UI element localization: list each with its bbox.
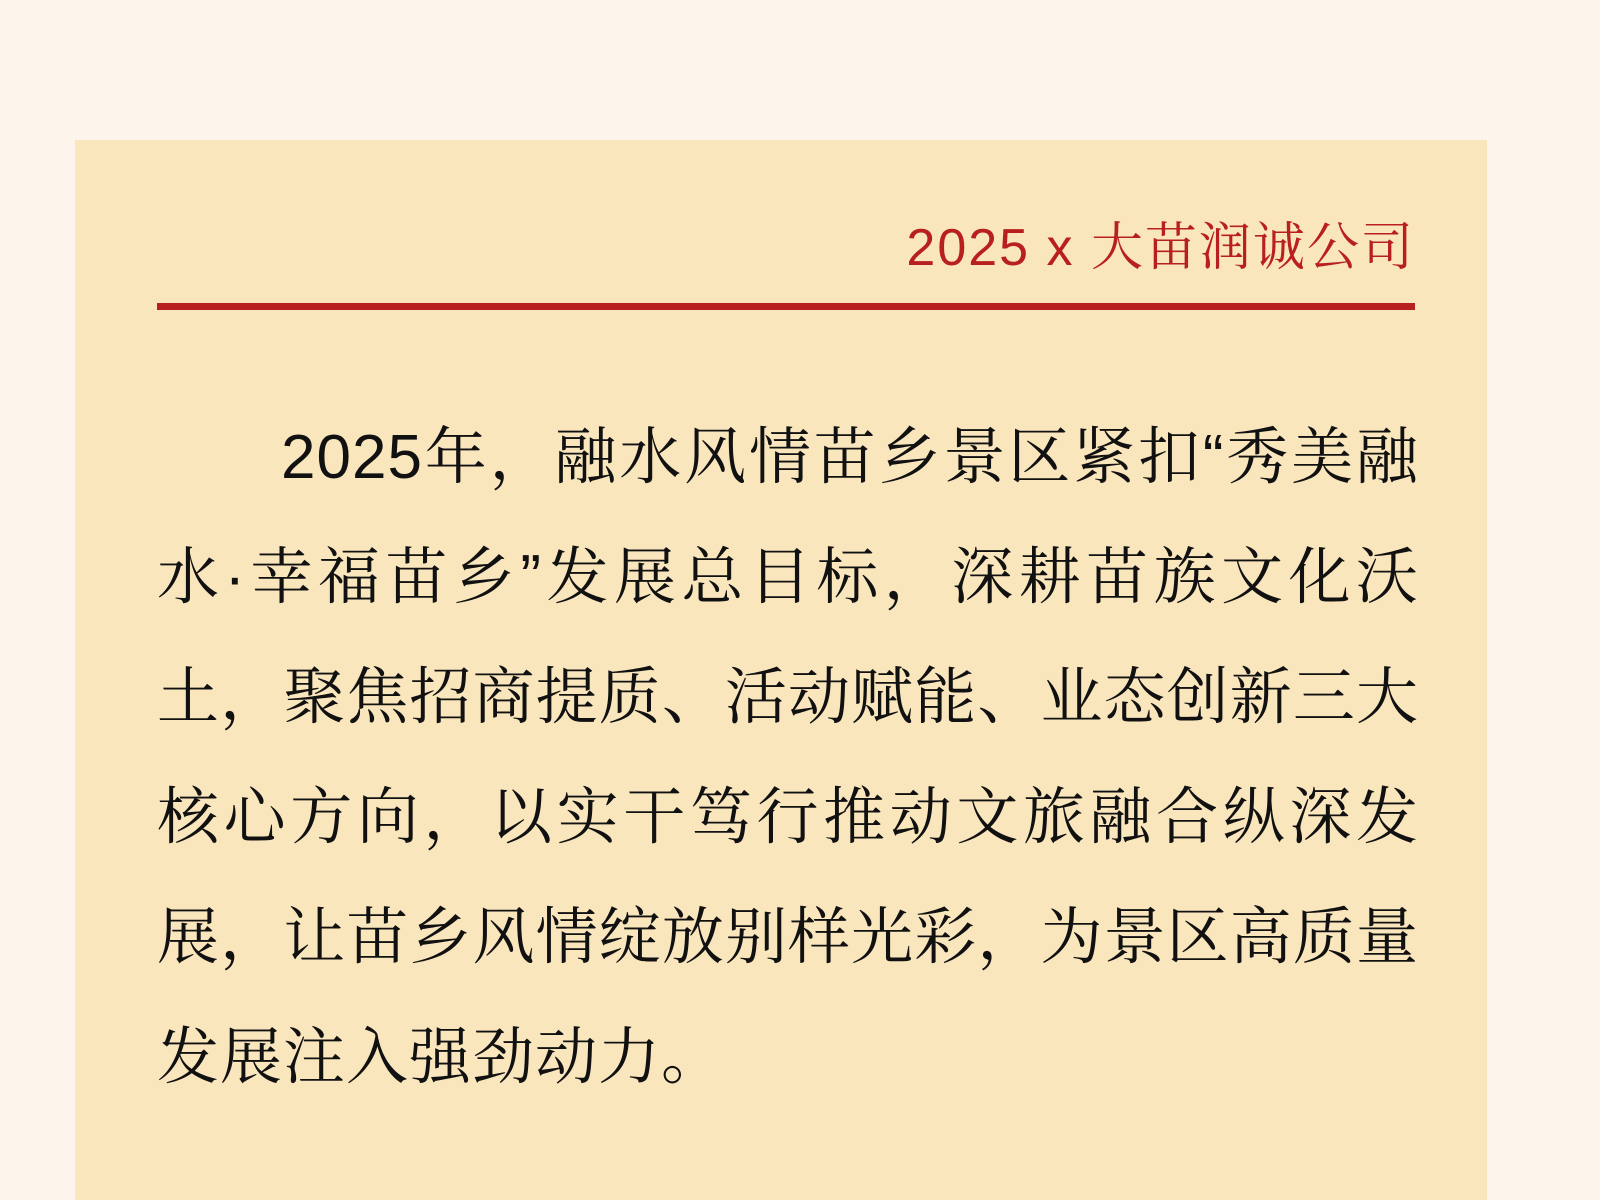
header-divider [157, 303, 1415, 310]
page-title: 2025 x 大苗润诚公司 [906, 219, 1415, 277]
content-card [75, 140, 1487, 1200]
document-header [157, 220, 1415, 310]
body-paragraph: 2025年，融水风情苗乡景区紧扣“秀美融水·幸福苗乡”发展总目标，深耕苗族文化沃土，聚焦招商提质、活动赋能、业态创新三大核心方向，以实干笃行推动文旅融合纵深发展，让苗乡风情绽放别样光彩，为景区高质量发展注入强劲动力。 [157, 423, 1419, 1092]
